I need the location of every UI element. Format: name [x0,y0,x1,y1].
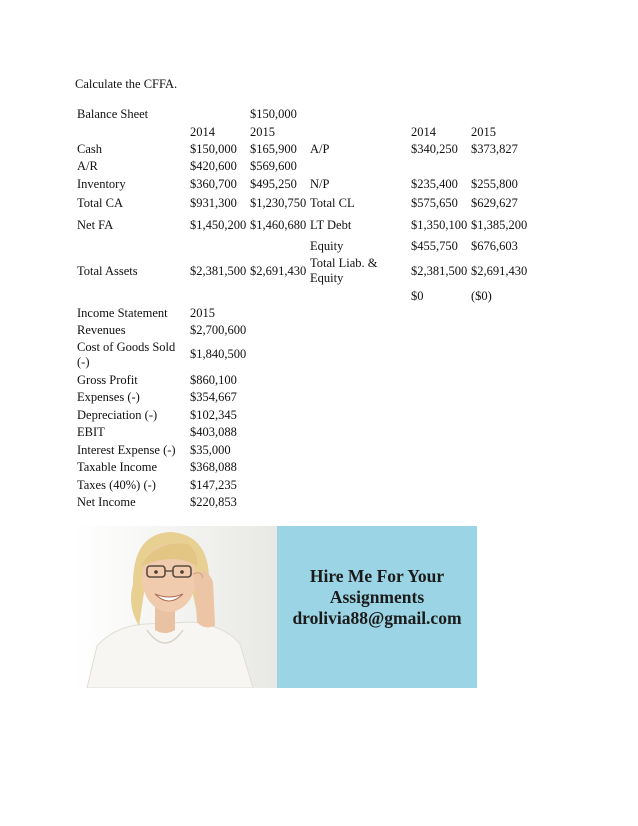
ad-text-panel [277,526,477,688]
liability-2015: $676,603 [471,239,518,253]
income-label: Gross Profit [77,373,138,387]
balance-check-2014: $0 [411,289,424,303]
balance-sheet-title: Balance Sheet [77,107,149,121]
asset-label: A/R [77,159,98,173]
income-value: $403,088 [190,425,237,439]
asset-2014: $931,300 [190,196,237,210]
liability-2015: $1,385,200 [471,218,528,232]
income-value: $35,000 [190,443,231,457]
asset-label: Cash [77,142,102,156]
year-2014-liabilities: 2014 [411,125,436,139]
liability-2015: $255,800 [471,177,518,191]
asset-2014: $2,381,500 [190,264,247,278]
asset-2015: $1,460,680 [250,218,307,232]
asset-label: Total Assets [77,264,138,278]
asset-2015: $1,230,750 [250,196,307,210]
income-value: $147,235 [190,478,237,492]
year-2014-assets: 2014 [190,125,215,139]
liability-label: A/P [310,142,330,156]
income-label: Expenses (-) [77,390,140,404]
ad-email-link[interactable]: drolivia88@gmail.com [292,608,462,628]
asset-label: Net FA [77,218,114,232]
income-label: Taxable Income [77,460,157,474]
liability-label: LT Debt [310,218,352,232]
asset-2015: $569,600 [250,159,297,173]
page-heading: Calculate the CFFA. [75,77,178,91]
liability-2014: $340,250 [411,142,458,156]
liability-label: N/P [310,177,330,191]
asset-2014: $420,600 [190,159,237,173]
liability-2014: $2,381,500 [411,264,468,278]
asset-2014: $1,450,200 [190,218,247,232]
income-label: Depreciation (-) [77,408,158,422]
liability-2014: $1,350,100 [411,218,468,232]
income-label: EBIT [77,425,105,439]
income-label: Net Income [77,495,136,509]
income-value: $2,700,600 [190,323,247,337]
income-statement-year: 2015 [190,306,215,320]
income-label: Taxes (40%) (-) [77,478,156,492]
income-value: $354,667 [190,390,237,404]
asset-label: Total CA [77,196,123,210]
asset-2015: $495,250 [250,177,297,191]
liability-label: Total Liab. & Equity [310,256,378,285]
liability-label: Equity [310,239,344,253]
income-label: Cost of Goods Sold (-) [77,340,176,369]
liability-2014: $455,750 [411,239,458,253]
income-value: $220,853 [190,495,237,509]
asset-2014: $360,700 [190,177,237,191]
asset-2015: $165,900 [250,142,297,156]
asset-label: Inventory [77,177,126,191]
liability-label: Total CL [310,196,355,210]
income-value: $102,345 [190,408,237,422]
ad-headline-line2: Assignments [329,587,425,607]
year-2015-liabilities: 2015 [471,125,496,139]
woman-photo [75,526,277,688]
income-label: Revenues [77,323,126,337]
liability-2014: $235,400 [411,177,458,191]
liability-2015: $629,627 [471,196,518,210]
income-value: $860,100 [190,373,237,387]
asset-2015: $2,691,430 [250,264,307,278]
liability-2014: $575,650 [411,196,458,210]
income-value: $368,088 [190,460,237,474]
year-2015-assets: 2015 [250,125,275,139]
ad-headline-line1: Hire Me For Your [309,566,445,586]
liability-2015: $373,827 [471,142,518,156]
income-value: $1,840,500 [190,347,247,361]
income-label: Interest Expense (-) [77,443,176,457]
balance-check-2015: ($0) [471,289,492,303]
asset-2014: $150,000 [190,142,237,156]
ad-banner[interactable] [75,526,477,688]
income-statement-title: Income Statement [77,306,168,320]
balance-sheet-note: $150,000 [250,107,297,121]
liability-2015: $2,691,430 [471,264,528,278]
